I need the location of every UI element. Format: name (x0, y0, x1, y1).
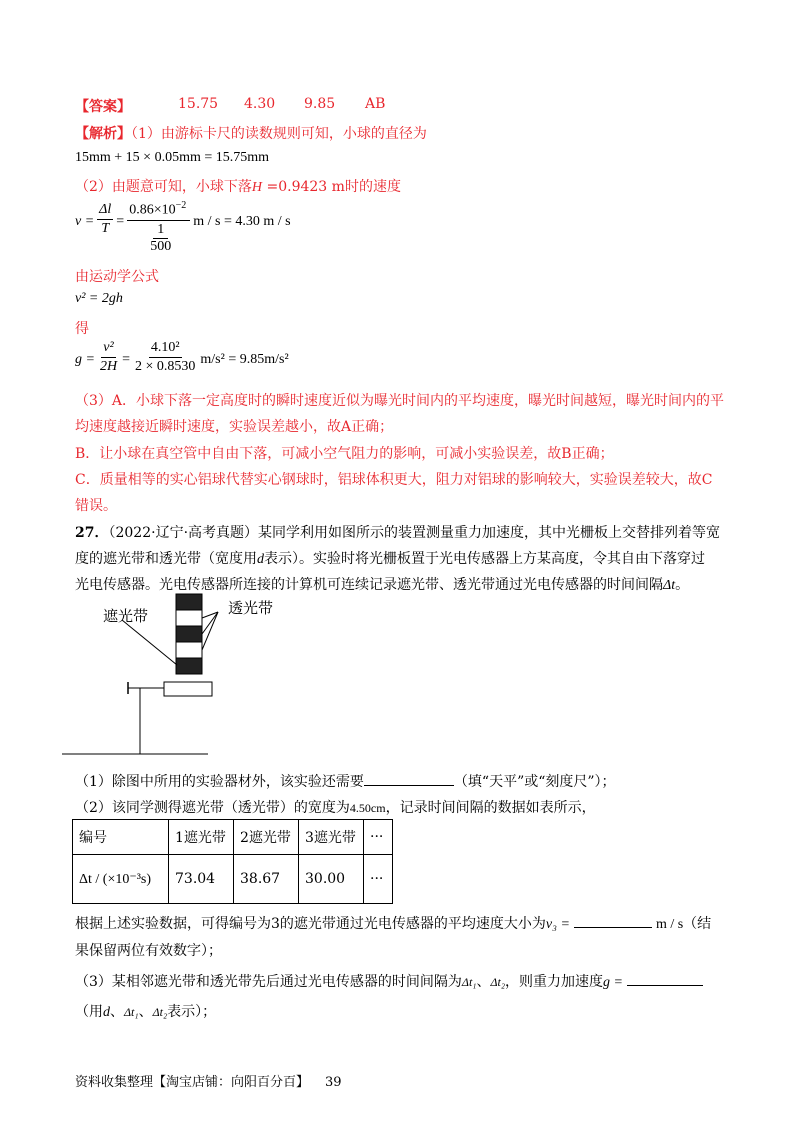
question-line1: 某同学利用如图所示的装置测量重力加速度，其中光栅板上交替排列着等宽 (258, 525, 721, 541)
sub3-text-b: ，则重力加速度 (505, 974, 604, 990)
table-header-row (73, 820, 393, 855)
sub3-line2a: （用 (75, 1004, 103, 1020)
analysis-part2-var: H (251, 180, 263, 195)
sub3-line2b: 、 (110, 1004, 124, 1020)
table-cell: 30.00 (299, 855, 364, 904)
sub1-answer-blank[interactable] (364, 785, 454, 786)
sub3-g: g = (603, 975, 623, 990)
answer-value-4: AB (365, 96, 386, 112)
gravity-frac2-den: 2 × 0.8530 (134, 359, 196, 374)
gravity-lhs: g = (75, 352, 95, 367)
question-line3-end: 。 (675, 577, 690, 593)
analysis-part1-text: （1）由游标卡尺的读数规则可知，小球的直径为 (131, 126, 427, 142)
analysis-part3-c-line1: C．质量相等的实心铝球代替实心钢球时，铝球体积更大，阻力对铝球的影响较大，实验误差较大，故C (75, 472, 713, 488)
question-line2a: 度的遮光带和透光带（宽度用 (75, 551, 257, 567)
table-header-cell: ··· (364, 820, 393, 855)
footer-text: 资料收集整理【淘宝店铺：向阳百分百】 (75, 1075, 310, 1090)
sub2-text-b: ，记录时间间隔的数据如表所示， (385, 800, 596, 816)
table-cell: 73.04 (169, 855, 234, 904)
sub3-line2 (75, 1001, 216, 1021)
velocity-frac2-den-den: 500 (150, 238, 172, 254)
analysis-part2-line (75, 176, 401, 196)
velocity-formula (75, 200, 291, 255)
sub3-line2-var: d (103, 1005, 110, 1020)
velocity-frac2-den (127, 221, 194, 255)
figure-label-transparent: 透光带 (228, 599, 274, 617)
sub2-v3: v₃ = (545, 917, 570, 932)
sub1-line (75, 771, 616, 791)
table-row (73, 855, 393, 904)
sub2-width-value: 4.50cm (349, 801, 386, 815)
question-line-2 (75, 548, 705, 568)
velocity-frac-2 (127, 200, 190, 255)
question-line3: 光电传感器。光电传感器所连接的计算机可连续记录遮光带、透光带通过光电传感器的时间间隔 (75, 577, 663, 593)
sub2-cont-text-b: （结 (683, 916, 712, 932)
kinematics-formula: v² = 2gh (75, 291, 123, 306)
gravity-formula (75, 340, 289, 375)
velocity-rhs: m / s = 4.30 m / s (193, 214, 291, 229)
question-line2-var: d (257, 552, 264, 567)
kinematics-label: 由运动学公式 (75, 269, 159, 285)
sub2-cont-text: 根据上述实验数据，可得编号为3的遮光带通过光电传感器的平均速度大小为 (75, 916, 546, 932)
footer (75, 1071, 342, 1090)
analysis-line-1 (75, 123, 427, 143)
table-header-cell: 1遮光带 (169, 820, 234, 855)
question-source: （2022·辽宁·高考真题） (108, 525, 259, 541)
analysis-part3-line2: 均速度越接近瞬时速度，实验误差越小，故A正确； (75, 419, 394, 435)
gravity-frac-1 (98, 340, 119, 375)
question-line2b: 表示）。实验时将光栅板置于光电传感器上方某高度，令其自由下落穿过 (264, 551, 705, 567)
question-number: 27． (75, 525, 109, 541)
velocity-eq: = (116, 214, 125, 229)
table-header-cell: 2遮光带 (234, 820, 299, 855)
sub3-dt2: Δt₂ (490, 975, 506, 989)
grating-plate (176, 594, 202, 674)
table-cell: 38.67 (234, 855, 299, 904)
answer-value-2: 4.30 (244, 96, 276, 112)
photo-sensor (164, 682, 212, 696)
table-header-cell: 3遮光带 (299, 820, 364, 855)
gravity-frac1-den: 2H (99, 359, 118, 374)
sub2-answer-blank[interactable] (574, 927, 652, 928)
sub2-unit: m / s (655, 917, 684, 932)
question-line-1 (75, 522, 720, 542)
velocity-frac2-num-base: 0.86×10 (129, 202, 176, 218)
velocity-frac-1 (97, 202, 113, 237)
answer-value-1: 15.75 (178, 96, 219, 112)
answer-value-3: 9.85 (304, 96, 336, 112)
de-label: 得 (75, 321, 89, 337)
gravity-frac-2 (133, 340, 197, 375)
sub3-line2-dt1: Δt₁ (124, 1005, 139, 1019)
sub3-dt1: Δt₁ (461, 975, 477, 989)
velocity-frac1-den: T (101, 221, 110, 236)
velocity-frac2-den-num: 1 (153, 222, 168, 239)
analysis-label: 【解析】 (75, 126, 131, 142)
sub3-line2-dt2: Δt₂ (152, 1005, 168, 1019)
sub3-line2-sep: 、 (138, 1004, 153, 1020)
table-cell: ··· (364, 855, 393, 904)
answer-label: 【答案】 (75, 99, 131, 115)
analysis-part2-text-a: （2）由题意可知，小球下落 (75, 179, 252, 195)
analysis-part2-text-b: =0.9423 m时的速度 (262, 179, 401, 195)
analysis-part3-b: B．让小球在真空管中自由下落，可减小空气阻力的影响，可减小实验误差，故B正确； (75, 446, 614, 462)
gravity-frac2-num: 4.10² (149, 340, 182, 358)
table-row-label: Δt / (×10⁻³s) (73, 855, 169, 904)
table-header-cell: 编号 (73, 820, 169, 855)
diameter-formula: 15mm + 15 × 0.05mm = 15.75mm (75, 150, 270, 165)
sub3-sep: 、 (476, 974, 491, 990)
sub3-answer-blank[interactable] (627, 985, 703, 986)
gravity-eq: = (122, 352, 130, 367)
velocity-frac2-num-exp: −2 (175, 200, 187, 211)
sub2-text-a: （2）该同学测得遮光带（透光带）的宽度为 (75, 800, 350, 816)
velocity-frac2-num (127, 200, 190, 221)
velocity-frac1-num: Δl (97, 202, 113, 220)
sub2-cont-line2: 果保留两位有效数字）； (75, 943, 222, 959)
page-number: 39 (325, 1075, 342, 1090)
question-line3-sym: Δt (663, 578, 676, 593)
data-table (72, 819, 393, 904)
analysis-part3-line1: （3）A．小球下落一定高度时的瞬时速度近似为曝光时间内的平均速度，曝光时间越短，曝光时间内的平 (75, 393, 725, 409)
figure-label-opaque: 遮光带 (103, 607, 149, 625)
gravity-rhs: m/s² = 9.85m/s² (200, 352, 289, 367)
sub3-line1 (75, 971, 703, 991)
velocity-lhs: v = (75, 214, 95, 229)
sub1-hint: （填“天平”或“刻度尺”）； (453, 774, 616, 790)
sub2-cont-line1 (75, 913, 711, 933)
sub3-line2c: 表示）； (167, 1004, 217, 1020)
gravity-frac1-num: v² (101, 340, 115, 358)
sub3-text-a: （3）某相邻遮光带和透光带先后通过光电传感器的时间间隔为 (75, 974, 462, 990)
analysis-part3-c-line2: 错误。 (75, 498, 117, 514)
sub1-text: （1）除图中所用的实验器材外，该实验还需要 (75, 774, 364, 790)
sub2-line (75, 797, 596, 817)
